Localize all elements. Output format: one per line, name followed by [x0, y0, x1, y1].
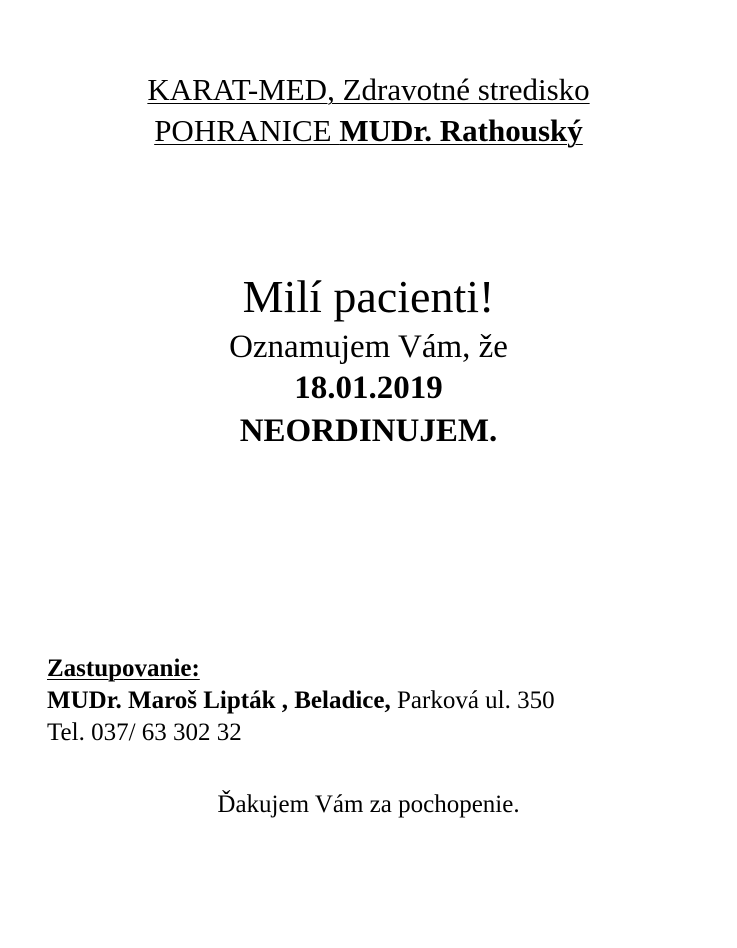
- greeting: Milí pacienti!: [242, 271, 495, 322]
- clinic-name-text: KARAT-MED, Zdravotné stredisko: [147, 72, 590, 107]
- substitute-heading: [47, 656, 200, 681]
- substitute-phone: Tel. 037/ 63 302 32: [47, 719, 242, 746]
- substitute-doctor-name: MUDr. Maroš Lipták , Beladice,: [47, 687, 391, 714]
- clinic-doctor: MUDr. Rathouský: [339, 113, 583, 148]
- closure-status: NEORDINUJEM.: [239, 413, 498, 449]
- clinic-location: POHRANICE: [154, 113, 340, 148]
- substitute-address: Parková ul. 350: [390, 687, 555, 714]
- substitute-heading-text: Zastupovanie:: [47, 655, 200, 682]
- clinic-name: [0, 74, 737, 105]
- clinic-location-doctor: [0, 115, 737, 146]
- thanks-note: Ďakujem Vám za pochopenie.: [217, 791, 520, 818]
- substitute-doctor: [47, 688, 555, 713]
- announcement: Oznamujem Vám, že: [229, 329, 508, 365]
- clinic-location-underlined: [154, 113, 583, 148]
- closure-date: 18.01.2019: [294, 370, 443, 406]
